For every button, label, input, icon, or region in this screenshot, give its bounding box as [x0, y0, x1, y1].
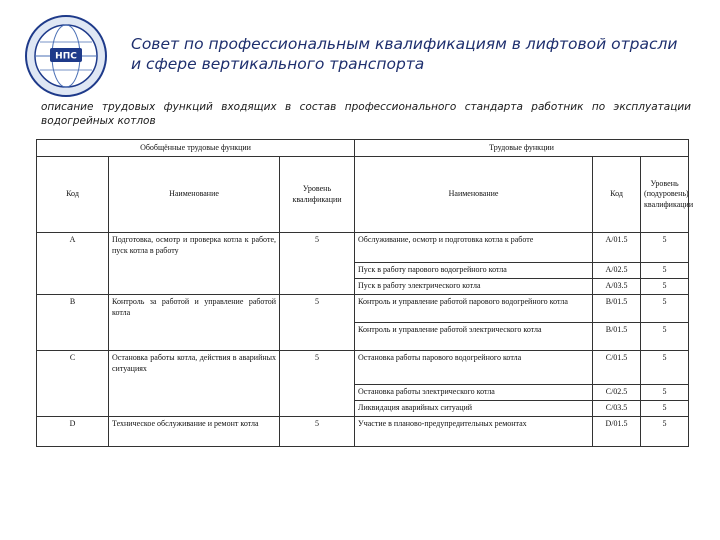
group-name: Остановка работы котла, действия в аварийных ситуациях	[109, 351, 280, 417]
table-row	[37, 351, 689, 385]
function-name: Ликвидация аварийных ситуаций	[355, 401, 593, 417]
function-level: 5	[641, 295, 689, 323]
group-name: Контроль за работой и управление работой котла	[109, 295, 280, 351]
function-name: Обслуживание, осмотр и подготовка котла к работе	[355, 233, 593, 263]
function-level: 5	[641, 417, 689, 447]
labor-functions-table	[36, 139, 694, 447]
function-code: C/02.5	[593, 385, 641, 401]
function-name: Участие в планово-предупредительных ремонтах	[355, 417, 593, 447]
function-name: Контроль и управление работой парового водогрейного котла	[355, 295, 593, 323]
group-level: 5	[280, 295, 355, 351]
column-code: Код	[37, 157, 109, 233]
function-code: A/02.5	[593, 263, 641, 279]
svg-text:НПС: НПС	[55, 51, 77, 62]
function-name: Пуск в работу электрического котла	[355, 279, 593, 295]
function-name: Контроль и управление работой электрического котла	[355, 323, 593, 351]
page-title: Совет по профессиональным квалификациям в лифтовой отрасли и сфере вертикального транспорта	[131, 35, 678, 73]
function-code: D/01.5	[593, 417, 641, 447]
function-name: Пуск в работу парового водогрейного котла	[355, 263, 593, 279]
document-subtitle: описание трудовых функций входящих в состав профессионального стандарта работник по эксплуатации водогрейных котлов	[41, 101, 691, 127]
function-level: 5	[641, 401, 689, 417]
function-level: 5	[641, 385, 689, 401]
group-name: Техническое обслуживание и ремонт котла	[109, 417, 280, 447]
function-code: C/01.5	[593, 351, 641, 385]
function-name: Остановка работы электрического котла	[355, 385, 593, 401]
header-labor-functions: Трудовые функции	[355, 140, 689, 157]
function-code: A/01.5	[593, 233, 641, 263]
group-level: 5	[280, 417, 355, 447]
table-row	[37, 295, 689, 323]
logo	[24, 14, 108, 98]
column-level: Уровень квалификации	[280, 157, 355, 233]
function-code: B/01.5	[593, 323, 641, 351]
function-level: 5	[641, 279, 689, 295]
column-sublevel: Уровень (подуровень) квалификации	[641, 157, 689, 233]
function-level: 5	[641, 351, 689, 385]
function-name: Остановка работы парового водогрейного котла	[355, 351, 593, 385]
column-name: Наименование	[109, 157, 280, 233]
header-general-functions: Обобщённые трудовые функции	[37, 140, 355, 157]
function-code: B/01.5	[593, 295, 641, 323]
column-function-code: Код	[593, 157, 641, 233]
table-row	[37, 233, 689, 263]
globe-logo-icon	[24, 14, 108, 98]
group-code: D	[37, 417, 109, 447]
group-code: C	[37, 351, 109, 417]
group-name: Подготовка, осмотр и проверка котла к работе, пуск котла в работу	[109, 233, 280, 295]
function-code: A/03.5	[593, 279, 641, 295]
group-code: B	[37, 295, 109, 351]
function-level: 5	[641, 263, 689, 279]
table-row	[37, 417, 689, 447]
column-function-name: Наименование	[355, 157, 593, 233]
group-code: A	[37, 233, 109, 295]
function-level: 5	[641, 323, 689, 351]
function-code: C/03.5	[593, 401, 641, 417]
function-level: 5	[641, 233, 689, 263]
group-level: 5	[280, 233, 355, 295]
group-level: 5	[280, 351, 355, 417]
